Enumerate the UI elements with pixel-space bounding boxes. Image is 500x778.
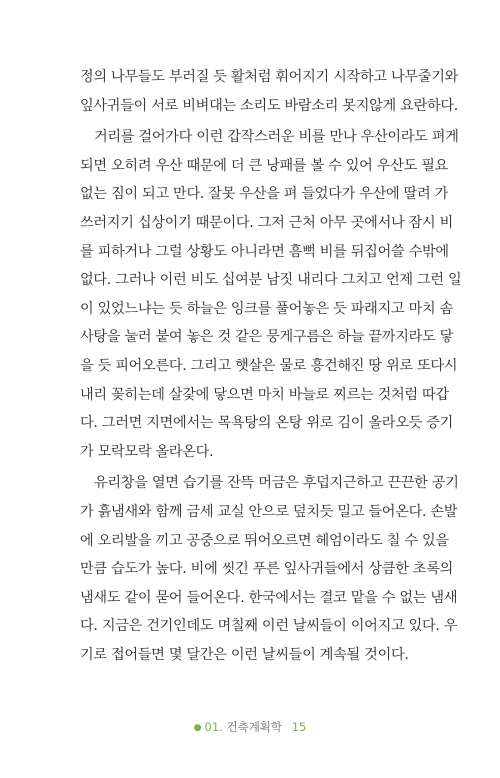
text-line: 유리창을 열면 습기를 잔뜩 머금은 후덥지근하고 끈끈한 공기 [94, 475, 459, 492]
text-line: 기로 접어들면 몇 달간은 이런 날씨들이 계속될 것이다. [80, 646, 409, 663]
paragraph [80, 469, 459, 669]
text-line: 를 피하거나 그럴 상황도 아니라면 흠뻑 비를 뒤집어쓸 수밖에 [80, 243, 449, 260]
paragraph [80, 63, 459, 120]
text-line: 다. 지금은 건기인데도 며칠째 이런 날씨들이 이어지고 있다. 우 [80, 618, 458, 635]
text-line: 가 흙냄새와 함께 금세 교실 안으로 덮치듯 밀고 들어온다. 손발 [80, 503, 458, 520]
text-line: 거리를 걸어가다 이런 갑작스러운 비를 만나 우산이라도 펴게 [94, 129, 459, 146]
text-line: 냄새도 같이 묻어 들어온다. 한국에서는 결코 맡을 수 없는 냄새 [80, 589, 458, 606]
text-line: 을 듯 피어오른다. 그리고 햇살은 물로 흥건해진 땅 위로 또다시 [80, 357, 458, 374]
chapter-number: 01. [204, 720, 223, 734]
text-line: 쓰러지기 십상이기 때문이다. 그저 근처 아무 곳에서나 잠시 비 [80, 214, 454, 231]
chapter-title: 건축계획학 [226, 720, 283, 734]
document-body [80, 63, 462, 669]
text-line: 다. 그러면 지면에서는 목욕탕의 온탕 위로 김이 올라오듯 증기 [80, 415, 454, 432]
text-line: 없다. 그러나 이런 비도 십여분 남짓 내리다 그치고 언제 그런 일 [80, 272, 462, 289]
text-line: 사탕을 눌러 붙여 놓은 것 같은 뭉게구름은 하늘 끝까지라도 닿 [80, 329, 454, 346]
text-line: 잎사귀들이 서로 비벼대는 소리도 바람소리 못지않게 요란하다. [80, 97, 459, 114]
text-line: 되면 오히려 우산 때문에 더 큰 낭패를 볼 수 있어 우산도 필요 [80, 157, 449, 174]
paragraph [80, 123, 462, 466]
text-line: 내리 꽂히는데 살갗에 닿으면 마치 바늘로 찌르는 것처럼 따갑 [80, 386, 449, 403]
text-line: 없는 짐이 되고 만다. 잘못 우산을 펴 들었다가 우산에 딸려 가 [80, 186, 449, 203]
text-line: 정의 나무들도 부러질 듯 활처럼 휘어지기 시작하고 나무줄기와 [80, 69, 459, 85]
text-line: 에 오리발을 끼고 공중으로 뛰어오르면 헤엄이라도 칠 수 있을 [80, 532, 449, 549]
page-number: 15 [291, 720, 307, 734]
text-line: 이 있었느냐는 듯 하늘은 잉크를 풀어놓은 듯 파래지고 마치 솜 [80, 300, 454, 317]
page-footer [0, 719, 500, 735]
text-line: 가 모락모락 올라온다. [80, 443, 214, 460]
bullet-icon: ● [193, 723, 202, 733]
text-line: 만큼 습도가 높다. 비에 씻긴 푸른 잎사귀들에서 상큼한 초록의 [80, 561, 454, 578]
